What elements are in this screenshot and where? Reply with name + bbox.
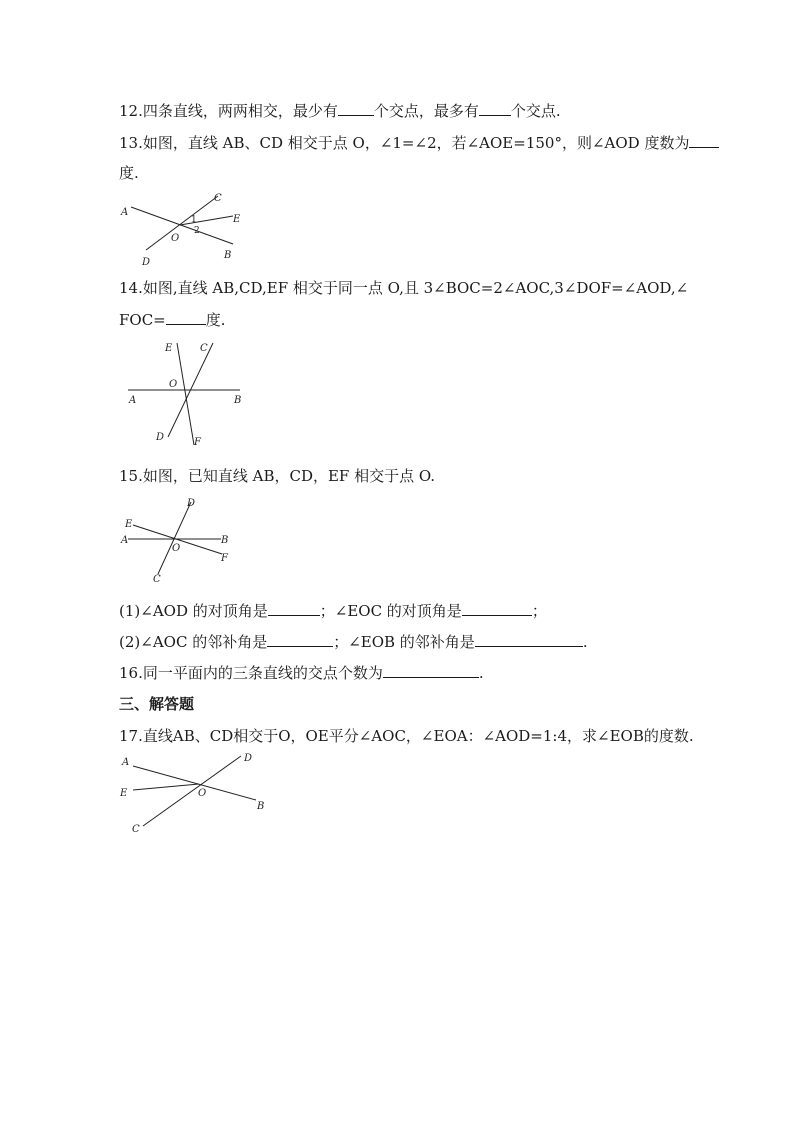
label-f: F [221, 553, 228, 564]
label-a: A [121, 535, 129, 546]
line-cd [146, 196, 218, 250]
line-cd [143, 756, 241, 826]
label-d: D [142, 257, 151, 268]
label-d: D [244, 753, 253, 764]
q14-text-b: FOC= [119, 311, 166, 329]
figure-13 [116, 188, 256, 270]
label-c: C [132, 824, 140, 835]
question-15-part-1 [119, 601, 547, 621]
figure-15 [118, 494, 233, 586]
q12-blank-1 [338, 101, 374, 116]
ray-oe [180, 216, 233, 225]
angle-1-label: 1 [191, 215, 197, 225]
q13-text-a: 13.如图，直线 AB、CD 相交于点 O，∠1=∠2，若∠AOE=150°，则∠AOD 度数为 [119, 134, 690, 152]
q17-text: 17.直线AB、CD相交于O，OE平分∠AOC，∠EOA：∠AOD=1:4，求∠EOB的度数. [119, 727, 694, 745]
label-b: B [224, 250, 232, 261]
q12-text-b: 个交点，最多有 [373, 102, 479, 120]
label-b: B [257, 801, 265, 812]
question-12 [119, 101, 561, 121]
label-c: C [200, 343, 208, 354]
label-d: D [156, 432, 165, 443]
label-e: E [120, 788, 128, 799]
section-heading: 三、解答题 [119, 695, 195, 713]
question-13-cont [119, 163, 139, 183]
q14-text-a: 14.如图,直线 AB,CD,EF 相交于同一点 O,且 3∠BOC=2∠AOC,3∠DOF=∠AOD,∠ [119, 279, 689, 297]
ray-oe [133, 784, 199, 790]
q13-blank [689, 133, 719, 148]
figure-17 [116, 750, 276, 838]
label-o: O [171, 233, 180, 244]
line-ab [133, 766, 256, 800]
label-o: O [169, 379, 178, 390]
q16-blank [383, 663, 479, 678]
q15-p1-blank-2 [462, 601, 532, 616]
q14-text-c: 度. [205, 311, 226, 329]
q13-text-b: 度. [119, 164, 139, 182]
q12-text-a: 12.四条直线，两两相交，最少有 [119, 102, 338, 120]
label-a: A [122, 757, 130, 768]
q14-blank [166, 310, 206, 325]
q12-text-c: 个交点. [510, 102, 561, 120]
q16-text-b: . [478, 664, 484, 682]
line-ef [177, 343, 194, 445]
q15-p1-text-b: ；∠EOC 的对顶角是 [319, 602, 462, 620]
question-15 [119, 466, 435, 486]
label-o: O [198, 788, 207, 799]
label-c: C [153, 574, 161, 585]
line-ab [131, 207, 233, 244]
label-a: A [121, 207, 129, 218]
label-b: B [221, 535, 229, 546]
label-e: E [165, 343, 173, 354]
q15-p1-text-a: (1)∠AOD 的对顶角是 [119, 602, 268, 620]
question-17 [119, 726, 694, 746]
question-16 [119, 663, 484, 683]
figure-14 [118, 337, 248, 452]
question-14-cont [119, 310, 226, 330]
label-a: A [129, 395, 137, 406]
q15-p2-text-c: . [582, 633, 588, 651]
label-d: D [187, 498, 196, 509]
label-e: E [125, 519, 133, 530]
q15-title: 15.如图，已知直线 AB，CD，EF 相交于点 O. [119, 467, 436, 485]
q15-p2-text-a: (2)∠AOC 的邻补角是 [119, 633, 268, 651]
q16-text-a: 16.同一平面内的三条直线的交点个数为 [119, 664, 383, 682]
label-b: B [234, 395, 242, 406]
label-e: E [233, 214, 241, 225]
q15-p1-text-c: ； [531, 602, 547, 620]
q12-blank-2 [479, 101, 511, 116]
q15-p2-text-b: ；∠EOB 的邻补角是 [333, 633, 475, 651]
angle-2-label: 2 [194, 226, 200, 236]
q15-p2-blank-2 [475, 632, 583, 647]
question-14 [119, 278, 688, 298]
label-c: C [214, 193, 222, 204]
q15-p1-blank-1 [268, 601, 320, 616]
question-15-part-2 [119, 632, 588, 652]
label-f: F [194, 437, 201, 448]
label-o: O [172, 543, 181, 554]
question-13 [119, 133, 719, 153]
q15-p2-blank-1 [267, 632, 333, 647]
